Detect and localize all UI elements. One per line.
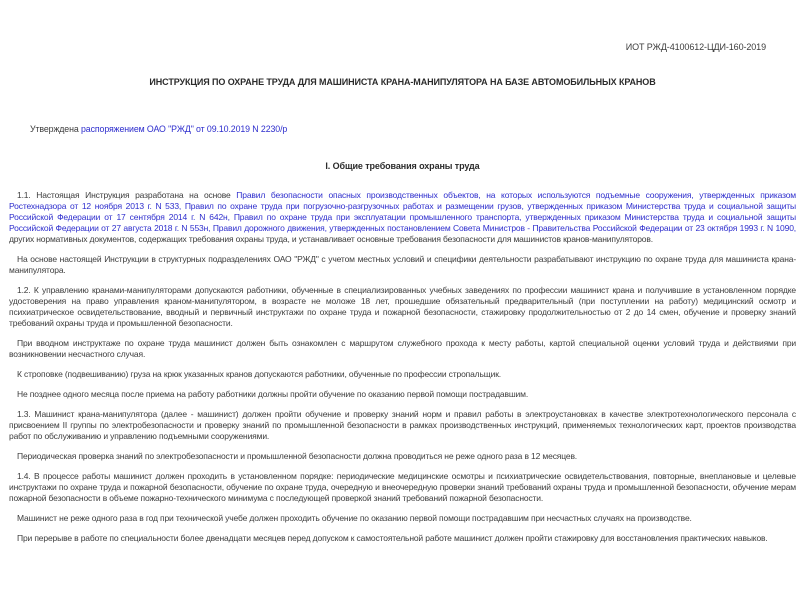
text-segment: На основе настоящей Инструкции в структурных подразделениях ОАО "РЖД" с учетом местных условий и специфики деятельности разрабатывают инструкцию по охране труда для машиниста крана-манипулятора. — [9, 254, 796, 275]
paragraph — [9, 409, 796, 442]
text-segment: 1.1. Настоящая Инструкция разработана на основе — [17, 190, 237, 200]
document-page — [0, 42, 807, 613]
text-segment: 1.2. К управлению кранами-манипуляторами допускаются работники, обученные в специализированных учебных заведениях по профессии машинист крана и получившие в установленном порядке удостоверения на право управления краном-манипулятором, в возрасте не моложе 18 лет, прошедшие обязательный предварительный (при поступлении на работу) медицинский осмотр и психиатрическое освидетельствование, вводный и первичный инструктажи по охране труда и пожарной безопасности, стажировку продолжительностью от 2 до 14 смен, обучение и проверку знаний требований охраны труда и промышленной безопасности. — [9, 285, 796, 328]
text-segment: Периодическая проверка знаний по электробезопасности и промышленной безопасности должна проводиться не реже одного раза в 12 месяцев. — [17, 451, 578, 461]
paragraph — [9, 389, 796, 400]
text-segment: 1.3. Машинист крана-манипулятора (далее - машинист) должен пройти обучение и проверку знаний норм и правил работы в электроустановках в качестве электротехнологического персонала с присвоением II группы по электробезопасности и проверку знаний по промышленной безопасности в рамках производственных инструкций, применяемых технологических карт, проектов производства работ по обслуживанию и управлению подъемными сооружениями. — [9, 409, 796, 441]
document-code: ИОТ РЖД-4100612-ЦДИ-160-2019 — [625, 42, 766, 52]
text-segment: Не позднее одного месяца после приема на работу работники должны пройти обучение по оказанию первой помощи пострадавшим. — [17, 389, 529, 399]
approval-prefix: Утверждена — [30, 124, 81, 134]
paragraph — [9, 513, 796, 524]
paragraph — [9, 254, 796, 276]
approval-order-link[interactable]: распоряжением ОАО "РЖД" от 09.10.2019 N 2230/р — [80, 124, 288, 134]
paragraph — [9, 471, 796, 504]
approval-line — [30, 124, 796, 134]
doc-reference-link[interactable]: Правил безопасности опасных производственных объектов, на которых используются подъемные сооружения, утвержденных приказом Ростехнадзора от 12 ноября 2013 г. N 533, Правил по охране труда при погрузочно-разгрузочных работах и размещении грузов, утвержденных приказом Министерства труда и социальной защиты Российской Федерации от 17 сентября 2014 г. N 642н, Правил по охране труда при эксплуатации промышленного транспорта, утвержденных приказом Министерства труда и социальной защиты Российской Федерации от 27 августа 2018 г. N 553н, Правил дорожного движения, утвержденных постановлением Совета Министров - Правительства Российской Федерации от 23 октября 1993 г. N 1090, — [9, 190, 797, 233]
text-segment: При вводном инструктаже по охране труда машинист должен быть ознакомлен с маршрутом служебного прохода к месту работы, картой специальной оценки условий труда и действиями при возникновении несчастного случая. — [9, 338, 796, 359]
paragraph — [9, 533, 796, 544]
document-body — [9, 190, 796, 544]
paragraph — [9, 369, 796, 380]
text-segment: При перерыве в работе по специальности более двенадцати месяцев перед допуском к самостоятельной работе машинист должен пройти стажировку для восстановления практических навыков. — [17, 533, 768, 543]
paragraph — [9, 285, 796, 329]
section-heading: I. Общие требования охраны труда — [325, 161, 480, 171]
text-segment: 1.4. В процессе работы машинист должен проходить в установленном порядке: периодические медицинские осмотры и психиатрические освидетельствования, повторные, внеплановые и целевые инструктажи по охране труда и пожарной безопасности, обучение по охране труда, очередную и внеочередную проверки знаний требований охраны труда и промышленной безопасности, обучение мерам пожарной безопасности в объеме пожарно-технического минимума с последующей проверкой знаний требований пожарной безопасности. — [9, 471, 796, 503]
paragraph — [9, 338, 796, 360]
paragraph — [9, 190, 796, 245]
text-segment: К строповке (подвешиванию) груза на крюк указанных кранов допускаются работники, обученные по профессии стропальщик. — [17, 369, 501, 379]
document-title: ИНСТРУКЦИЯ ПО ОХРАНЕ ТРУДА ДЛЯ МАШИНИСТА КРАНА-МАНИПУЛЯТОРА НА БАЗЕ АВТОМОБИЛЬНЫХ КРАНОВ — [149, 77, 656, 87]
paragraph — [9, 451, 796, 462]
text-segment: Машинист не реже одного раза в год при технической учебе должен проходить обучение по оказанию первой помощи пострадавшим при несчастных случаях на производстве. — [17, 513, 692, 523]
text-segment: других нормативных документов, содержащих требования охраны труда, и устанавливает основные требования безопасности для машинистов кранов-манипуляторов. — [9, 234, 653, 244]
